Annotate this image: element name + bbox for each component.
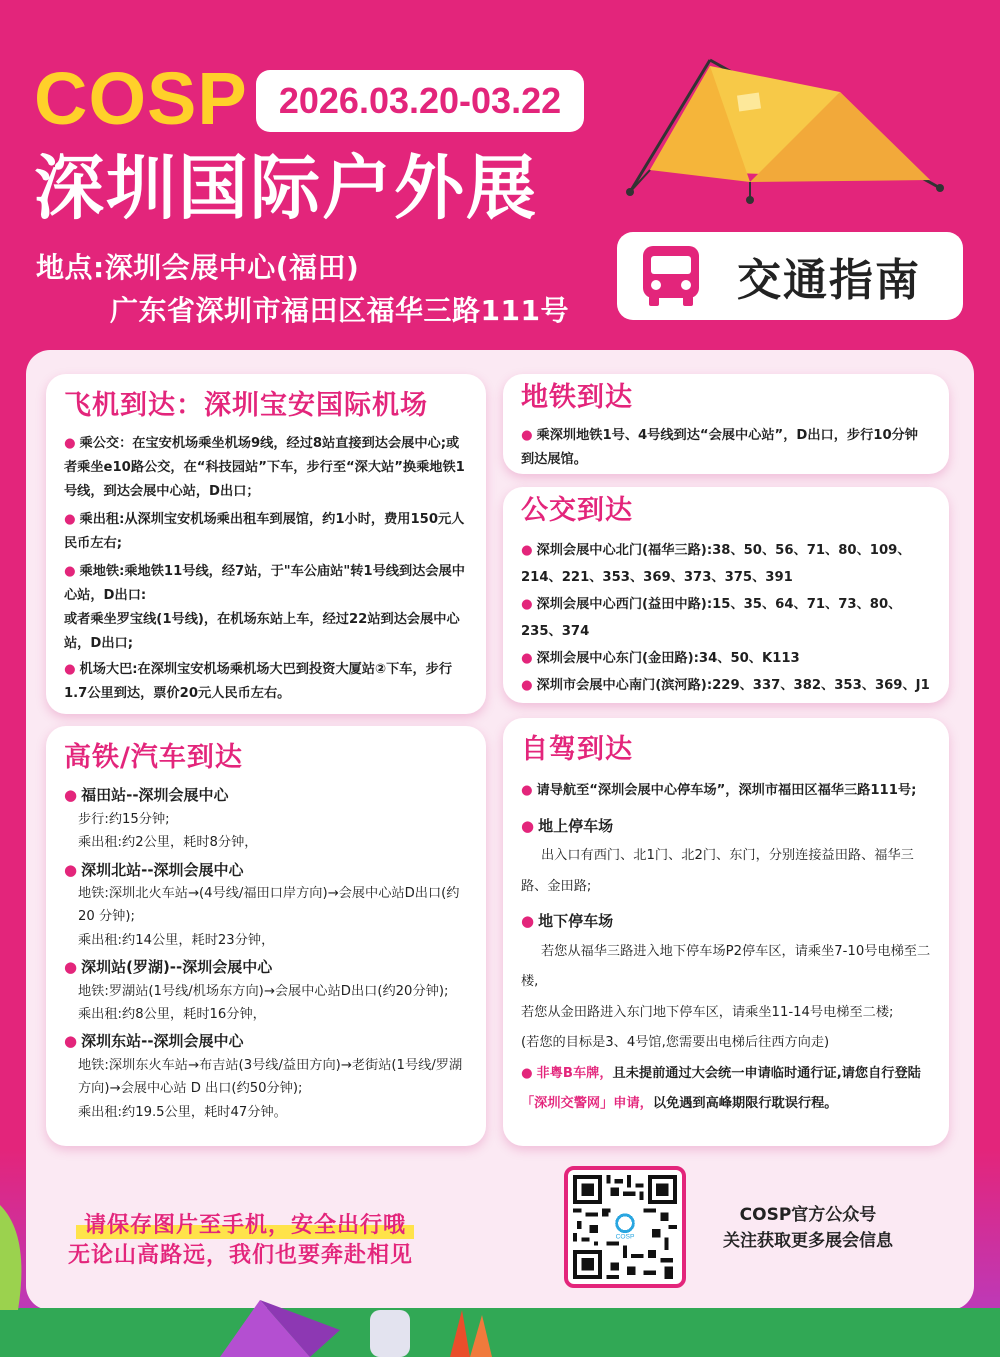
metro-title: 地铁到达 [521,382,633,413]
rail-route-line: 乘出租:约19.5公里，耗时47分钟。 [78,1104,287,1120]
drive-ground-text: 出入口有西门、北1门、北2门、东门，分别连接益田路、福华三路、金田路; [521,848,914,894]
air-item-taxi: ● 乘出租:从深圳宝安机场乘出租车到展馆，约1小时，费用150元人民币左右; [64,512,465,552]
footer-slogan: 无论山高路远，我们也要奔赴相见 [68,1243,414,1268]
rail-arrival-card [46,726,486,1146]
event-date: 2026.03.20-03.22 [256,70,584,132]
rail-route-luohu: ● 深圳站(罗湖)--深圳会展中心 [64,958,273,977]
drive-under-text-2: 若您从金田路进入东门地下停车区，请乘坐11-14号电梯至二楼; [521,1004,894,1020]
drive-ground-title: ● 地上停车场 [521,816,614,835]
leaf-decoration [0,1195,40,1310]
rail-route-line: 地铁:深圳北火车站→(4号线/福田口岸方向)→会展中心站D出口(约 20 分钟); [78,886,460,925]
rail-route-line: 乘出租:约2公里，耗时8分钟， [78,835,258,851]
transit-guide-label: 交通指南 [737,255,921,306]
air-item-metro: ● 乘地铁:乘地铁11号线，经7站，于"车公庙站"转1号线到达会展中心站，D出口: [64,564,465,604]
bus-item-east: ● 深圳会展中心东门(金田路):34、50、K113 [521,651,800,667]
bus-icon [641,244,701,308]
bus-title: 公交到达 [521,495,633,526]
qr-code-image [573,1175,677,1279]
camping-illustration [200,1290,520,1357]
bus-item-west: ● 深圳会展中心西门(益田中路):15、35、64、71、73、80、235、374 [521,597,902,640]
rail-route-east: ● 深圳东站--深圳会展中心 [64,1032,244,1051]
air-arrival-card [46,374,486,714]
venue-address: 广东省深圳市福田区福华三路111号 [110,294,569,327]
metro-text: ● 乘深圳地铁1号、4号线到达“会展中心站”，D出口，步行10分钟到达展馆。 [521,428,918,468]
drive-under-text-1: 若您从福华三路进入地下停车场P2停车区，请乘坐7-10号电梯至二楼, [521,943,931,990]
drive-under-title: ● 地下停车场 [521,912,614,931]
drive-under-text-3: (若您的目标是3、4号馆,您需要出电梯后往西方向走) [521,1035,830,1051]
qr-logo-text: COSP [615,1233,635,1241]
drive-notice: ● 非粤B车牌，且未提前通过大会统一申请临时通行证,请您自行登陆「深圳交警网」申请，以免遇到高峰期限行耽误行程。 [521,1065,921,1112]
air-item-metro-alt: 或者乘坐罗宝线(1号线)，在机场东站上车，经过22站到达会展中心站，D出口; [64,612,460,652]
tent-icon [610,52,960,212]
drive-title: 自驾到达 [521,734,633,765]
rail-route-line: 地铁:罗湖站(1号线/机场东方向)→会展中心站D出口(约20分钟); [78,983,449,999]
metro-arrival-card [503,374,949,474]
drive-arrival-card [503,718,949,1146]
rail-route-north: ● 深圳北站--深圳会展中心 [64,860,244,879]
page-title: 深圳国际户外展 [34,147,538,229]
qr-caption-follow: 关注获取更多展会信息 [723,1231,893,1251]
air-item-bus: ● 乘公交：在宝安机场乘坐机场9线，经过8站直接到达会展中心;或者乘坐e10路公交，在“科技园站”下车，步行至“深大站”换乘地铁1号线，到达会展中心站，D出口； [64,436,465,500]
brand-logo: COSP [34,57,248,140]
bus-item-north: ● 深圳会展中心北门(福华三路):38、50、56、71、80、109、214、221、353、369、373、375、391 [521,543,911,586]
rail-route-line: 乘出租:约14公里，耗时23分钟， [78,932,275,948]
qr-caption-account: COSP官方公众号 [739,1205,877,1225]
bus-item-south: ● 深圳市会展中心南门(滨河路):229、337、382、353、369、J1 [521,678,930,694]
rail-route-line: 乘出租:约8公里，耗时16分钟， [78,1007,266,1023]
bus-arrival-card [503,487,949,703]
air-title: 飞机到达：深圳宝安国际机场 [64,390,428,421]
footer-reminder: 请保存图片至手机，安全出行哦 [76,1208,414,1239]
qr-code[interactable] [564,1166,686,1288]
air-item-shuttle: ● 机场大巴:在深圳宝安机场乘机场大巴到投资大厦站②下车，步行1.7公里到达，票价20元人民币左右。 [64,662,453,702]
transit-guide-badge [617,232,963,320]
rail-route-line: 步行:约15分钟; [78,811,170,827]
venue-name: 地点:深圳会展中心(福田) [36,251,360,284]
rail-route-line: 地铁:深圳东火车站→布吉站(3号线/益田方向)→老街站(1号线/罗湖方向)→会展中心站 D 出口(约50分钟); [78,1057,463,1097]
rail-route-futian: ● 福田站--深圳会展中心 [64,786,229,805]
rail-title: 高铁/汽车到达 [64,742,243,773]
drive-nav: ● 请导航至“深圳会展中心停车场”，深圳市福田区福华三路111号; [521,783,917,799]
